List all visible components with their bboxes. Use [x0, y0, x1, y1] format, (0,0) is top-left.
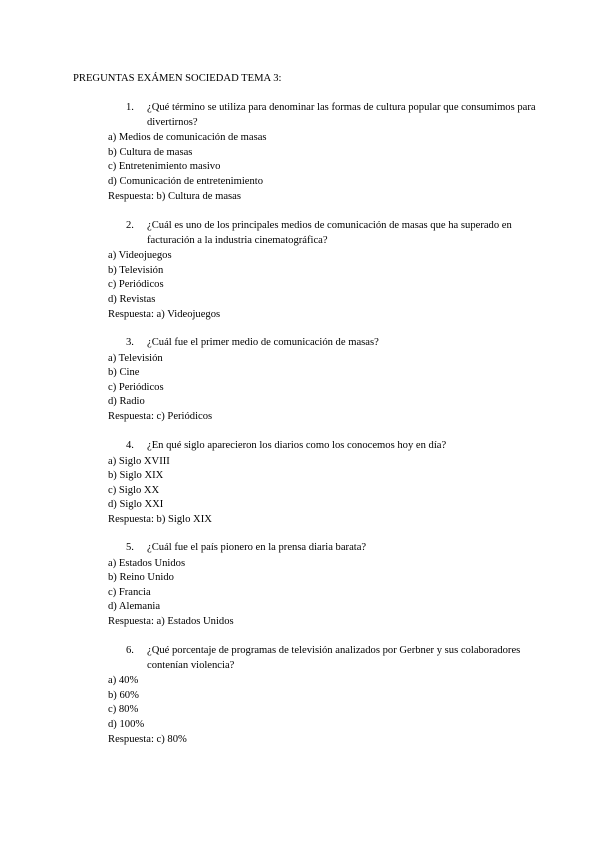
answer-option: c) Periódicos	[108, 279, 164, 291]
answer-option: a) Siglo XVIII	[108, 455, 170, 467]
answer-option: b) Cultura de masas	[108, 146, 193, 158]
correct-answer: Respuesta: c) Periódicos	[108, 410, 213, 422]
correct-answer: Respuesta: a) Videojuegos	[108, 308, 221, 320]
question-block	[108, 644, 548, 747]
answer-option: b) Siglo XIX	[108, 470, 164, 482]
question-number: 4.	[126, 440, 134, 451]
answer-option: c) 80%	[108, 704, 139, 716]
question-text: ¿Qué término se utiliza para denominar las formas de cultura popular que consumimos para divertirnos?	[147, 102, 536, 128]
question-text: ¿En qué siglo aparecieron los diarios como los conocemos hoy en día?	[147, 440, 447, 451]
answer-option: d) Radio	[108, 396, 145, 408]
correct-answer: Respuesta: b) Cultura de masas	[108, 190, 241, 202]
correct-answer: Respuesta: a) Estados Unidos	[108, 615, 234, 627]
answer-option: b) 60%	[108, 689, 139, 701]
question-stem	[108, 644, 548, 673]
answer-option: c) Siglo XX	[108, 484, 160, 496]
correct-answer: Respuesta: b) Siglo XIX	[108, 513, 212, 525]
answer-option: c) Periódicos	[108, 381, 164, 393]
answer-option: d) 100%	[108, 718, 145, 730]
question-text: ¿Cuál fue el país pionero en la prensa diaria barata?	[147, 542, 367, 553]
question-stem	[108, 336, 548, 351]
answer-option: a) Videojuegos	[108, 250, 172, 262]
answer-option: a) Estados Unidos	[108, 557, 186, 569]
answer-option: d) Comunicación de entretenimiento	[108, 175, 264, 187]
correct-answer: Respuesta: c) 80%	[108, 733, 187, 745]
question-number: 3.	[126, 337, 134, 348]
question-number: 2.	[126, 220, 134, 231]
answer-option: d) Revistas	[108, 293, 156, 305]
question-stem	[108, 101, 548, 130]
answer-option: d) Alemania	[108, 601, 161, 613]
answer-option: b) Televisión	[108, 264, 164, 276]
answer-option: d) Siglo XXI	[108, 499, 164, 511]
question-block	[108, 219, 548, 322]
answer-option: b) Reino Unido	[108, 572, 174, 584]
document-title: PREGUNTAS EXÁMEN SOCIEDAD TEMA 3:	[73, 73, 282, 84]
question-block	[108, 101, 548, 204]
answer-option: a) Televisión	[108, 352, 163, 364]
answer-option: b) Cine	[108, 367, 140, 379]
question-text: ¿Cuál fue el primer medio de comunicación de masas?	[147, 337, 379, 348]
answer-option: a) Medios de comunicación de masas	[108, 132, 267, 144]
question-text: ¿Qué porcentaje de programas de televisión analizados por Gerbner y sus colaboradores contenían violencia?	[147, 645, 521, 671]
question-text: ¿Cuál es uno de los principales medios de comunicación de masas que ha superado en facturación a la industria cinematográfica?	[147, 220, 512, 246]
question-number: 1.	[126, 102, 134, 113]
question-block	[108, 439, 548, 528]
answer-option: a) 40%	[108, 675, 139, 687]
question-stem	[108, 219, 548, 248]
answer-option: c) Francia	[108, 586, 151, 598]
question-block	[108, 541, 548, 630]
question-stem	[108, 541, 548, 556]
question-number: 5.	[126, 542, 134, 553]
question-stem	[108, 439, 548, 454]
answer-option: c) Entretenimiento masivo	[108, 161, 221, 173]
question-block	[108, 336, 548, 425]
question-number: 6.	[126, 645, 134, 656]
